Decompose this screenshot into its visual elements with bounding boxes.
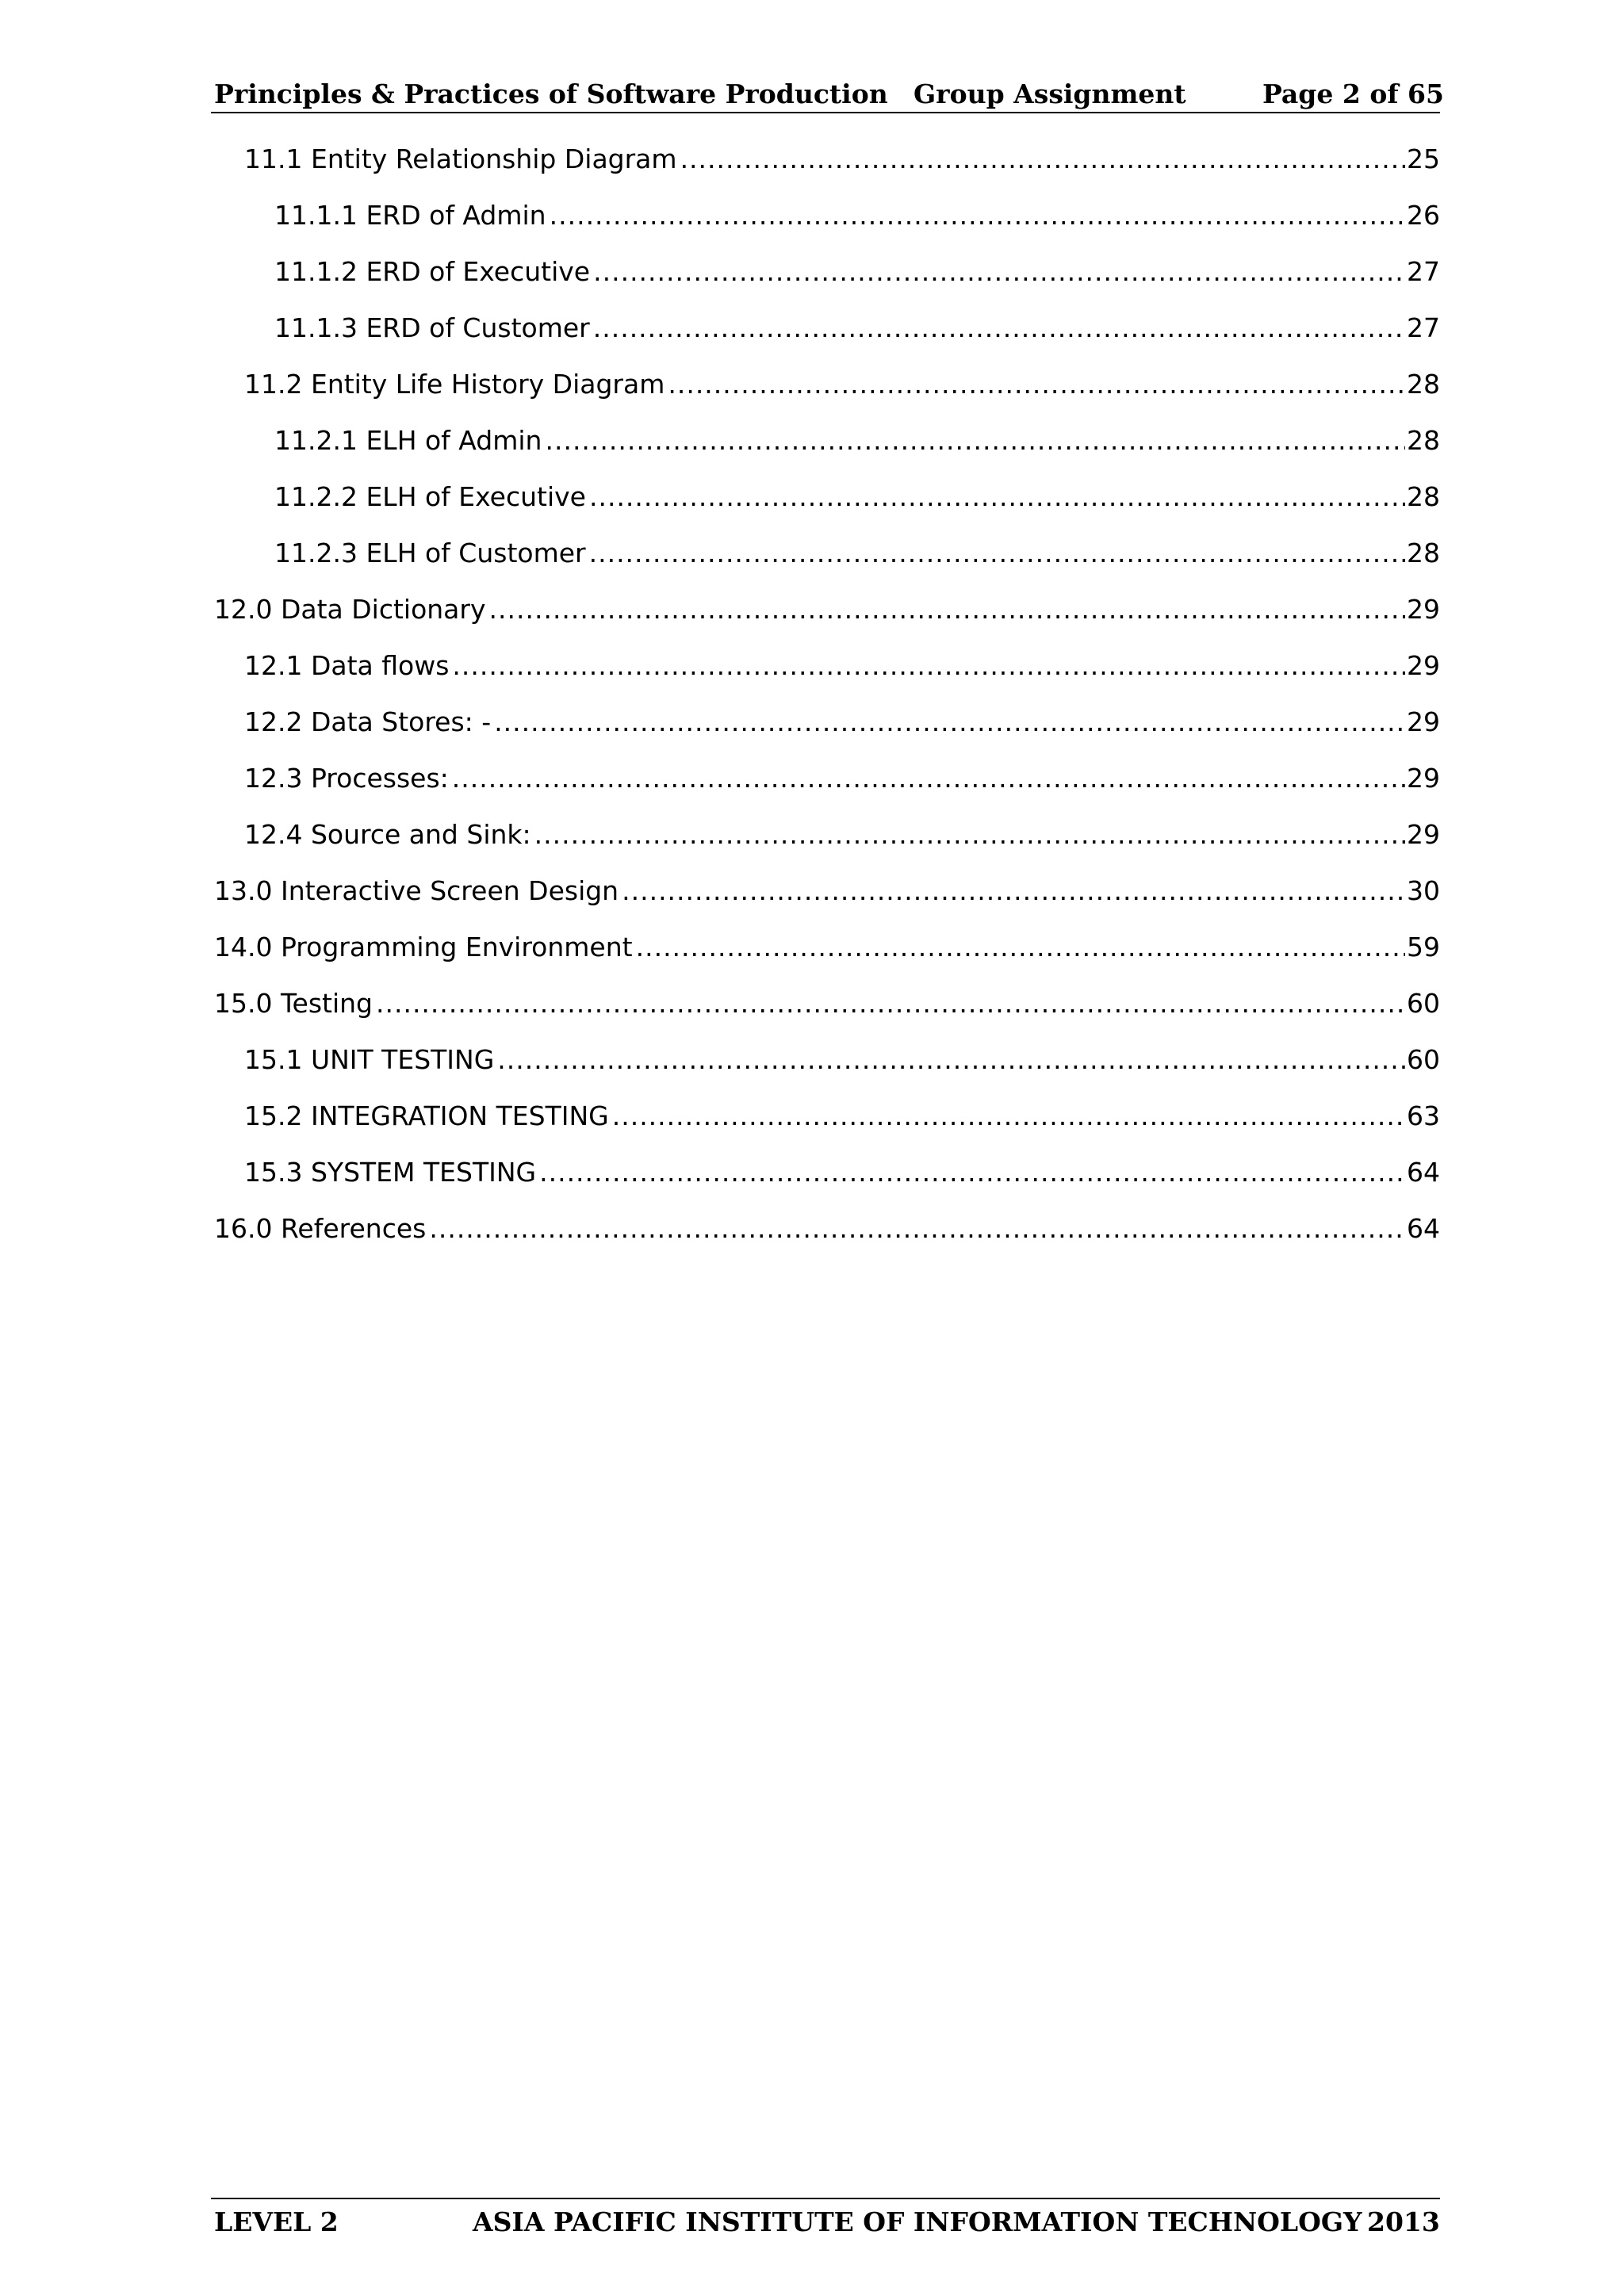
toc-entry[interactable] xyxy=(0,806,1624,863)
toc-entry-line[interactable] xyxy=(244,648,1440,684)
toc-entry-page: 29 xyxy=(1407,706,1440,737)
dot-leader xyxy=(452,648,1405,684)
dot-leader xyxy=(593,254,1405,290)
toc-entry-line[interactable] xyxy=(244,760,1440,797)
toc-entry-line[interactable] xyxy=(274,423,1440,459)
toc-entry-page: 60 xyxy=(1407,1043,1440,1075)
toc-entry[interactable] xyxy=(0,300,1624,356)
toc-entry-label: 15.0 Testing xyxy=(214,987,373,1019)
dot-leader xyxy=(680,141,1405,178)
toc-entry-label: 13.0 Interactive Screen Design xyxy=(214,874,619,906)
toc-entry[interactable] xyxy=(0,581,1624,637)
dot-leader xyxy=(550,197,1405,234)
toc-entry[interactable] xyxy=(0,1144,1624,1200)
toc-entry[interactable] xyxy=(0,919,1624,975)
toc-entry-page: 25 xyxy=(1407,143,1440,174)
toc-entry[interactable] xyxy=(0,1088,1624,1144)
dot-leader xyxy=(636,929,1405,966)
toc-entry-label: 11.1.2 ERD of Executive xyxy=(274,255,591,287)
toc-entry-line[interactable] xyxy=(274,535,1440,572)
dot-leader xyxy=(452,760,1405,797)
header-divider xyxy=(211,112,1440,113)
toc-entry-line[interactable] xyxy=(274,197,1440,234)
toc-entry-label: 12.4 Source and Sink: xyxy=(244,818,531,850)
toc-entry-label: 12.3 Processes: xyxy=(244,762,449,794)
dot-leader xyxy=(545,423,1405,459)
toc-entry-label: 15.2 INTEGRATION TESTING xyxy=(244,1100,609,1131)
toc-entry-line[interactable] xyxy=(244,366,1440,403)
dot-leader xyxy=(534,817,1405,853)
dot-leader xyxy=(589,479,1405,515)
toc-entry-line[interactable] xyxy=(274,254,1440,290)
toc-entry-label: 11.2 Entity Life History Diagram xyxy=(244,368,665,400)
toc-entry-page: 27 xyxy=(1407,312,1440,343)
footer-institute: ASIA PACIFIC INSTITUTE OF INFORMATION TECHNOLOGY xyxy=(473,2206,1362,2237)
course-title: Principles & Practices of Software Production xyxy=(214,78,888,109)
toc-entry-page: 29 xyxy=(1407,593,1440,625)
toc-entry-line[interactable] xyxy=(274,310,1440,346)
toc-entry-label: 11.1.1 ERD of Admin xyxy=(274,199,546,231)
toc-entry-label: 14.0 Programming Environment xyxy=(214,931,633,962)
dot-leader xyxy=(497,1042,1405,1078)
toc-entry[interactable] xyxy=(0,1200,1624,1257)
assignment-label: Group Assignment xyxy=(914,78,1186,109)
toc-entry[interactable] xyxy=(0,187,1624,243)
toc-entry[interactable] xyxy=(0,975,1624,1031)
dot-leader xyxy=(539,1154,1405,1191)
toc-entry-label: 16.0 References xyxy=(214,1212,427,1244)
toc-entry-label: 12.1 Data flows xyxy=(244,649,450,681)
table-of-contents xyxy=(0,131,1624,1257)
dot-leader xyxy=(593,310,1405,346)
page-footer xyxy=(211,2204,1440,2241)
toc-entry-page: 26 xyxy=(1407,199,1440,231)
toc-entry-page: 28 xyxy=(1407,368,1440,400)
toc-entry[interactable] xyxy=(0,131,1624,187)
toc-entry-label: 11.1 Entity Relationship Diagram xyxy=(244,143,677,174)
dot-leader xyxy=(612,1098,1405,1135)
toc-entry-line[interactable] xyxy=(214,985,1440,1022)
toc-entry-page: 29 xyxy=(1407,818,1440,850)
page-number-label: Page 2 of 65 xyxy=(1262,78,1444,109)
toc-entry-page: 64 xyxy=(1407,1156,1440,1188)
toc-entry-line[interactable] xyxy=(244,1154,1440,1191)
dot-leader xyxy=(376,985,1405,1022)
dot-leader xyxy=(429,1211,1405,1247)
toc-entry-label: 11.2.1 ELH of Admin xyxy=(274,424,542,456)
toc-entry-page: 27 xyxy=(1407,255,1440,287)
toc-entry[interactable] xyxy=(0,356,1624,412)
toc-entry-label: 11.2.3 ELH of Customer xyxy=(274,537,586,568)
toc-entry-page: 59 xyxy=(1407,931,1440,962)
dot-leader xyxy=(668,366,1405,403)
toc-entry-page: 60 xyxy=(1407,987,1440,1019)
footer-year: 2013 xyxy=(1367,2206,1440,2237)
toc-entry-label: 11.1.3 ERD of Customer xyxy=(274,312,590,343)
dot-leader xyxy=(589,535,1405,572)
toc-entry[interactable] xyxy=(0,1031,1624,1088)
toc-entry[interactable] xyxy=(0,750,1624,806)
toc-entry[interactable] xyxy=(0,525,1624,581)
toc-entry-page: 29 xyxy=(1407,762,1440,794)
toc-entry-line[interactable] xyxy=(274,479,1440,515)
toc-entry-page: 64 xyxy=(1407,1212,1440,1244)
toc-entry[interactable] xyxy=(0,243,1624,300)
toc-entry-label: 12.2 Data Stores: - xyxy=(244,706,492,737)
toc-entry-line[interactable] xyxy=(244,1098,1440,1135)
toc-entry[interactable] xyxy=(0,863,1624,919)
toc-entry-line[interactable] xyxy=(214,591,1440,628)
toc-entry-line[interactable] xyxy=(244,141,1440,178)
footer-level: LEVEL 2 xyxy=(214,2206,339,2237)
toc-entry-page: 28 xyxy=(1407,537,1440,568)
toc-entry-page: 29 xyxy=(1407,649,1440,681)
toc-entry-line[interactable] xyxy=(214,929,1440,966)
toc-entry-line[interactable] xyxy=(244,817,1440,853)
toc-entry[interactable] xyxy=(0,637,1624,694)
toc-entry-line[interactable] xyxy=(244,704,1440,740)
toc-entry-page: 28 xyxy=(1407,480,1440,512)
dot-leader xyxy=(622,873,1405,909)
toc-entry-label: 11.2.2 ELH of Executive xyxy=(274,480,586,512)
toc-entry[interactable] xyxy=(0,694,1624,750)
dot-leader xyxy=(489,591,1405,628)
toc-entry[interactable] xyxy=(0,469,1624,525)
page-header xyxy=(211,76,1444,113)
toc-entry[interactable] xyxy=(0,412,1624,469)
toc-entry-line[interactable] xyxy=(244,1042,1440,1078)
toc-entry-page: 30 xyxy=(1407,874,1440,906)
toc-entry-line[interactable] xyxy=(214,873,1440,909)
toc-entry-label: 12.0 Data Dictionary xyxy=(214,593,486,625)
footer-divider xyxy=(211,2198,1440,2199)
dot-leader xyxy=(494,704,1405,740)
toc-entry-line[interactable] xyxy=(214,1211,1440,1247)
toc-entry-label: 15.1 UNIT TESTING xyxy=(244,1043,495,1075)
toc-entry-page: 28 xyxy=(1407,424,1440,456)
toc-entry-label: 15.3 SYSTEM TESTING xyxy=(244,1156,537,1188)
toc-entry-page: 63 xyxy=(1407,1100,1440,1131)
